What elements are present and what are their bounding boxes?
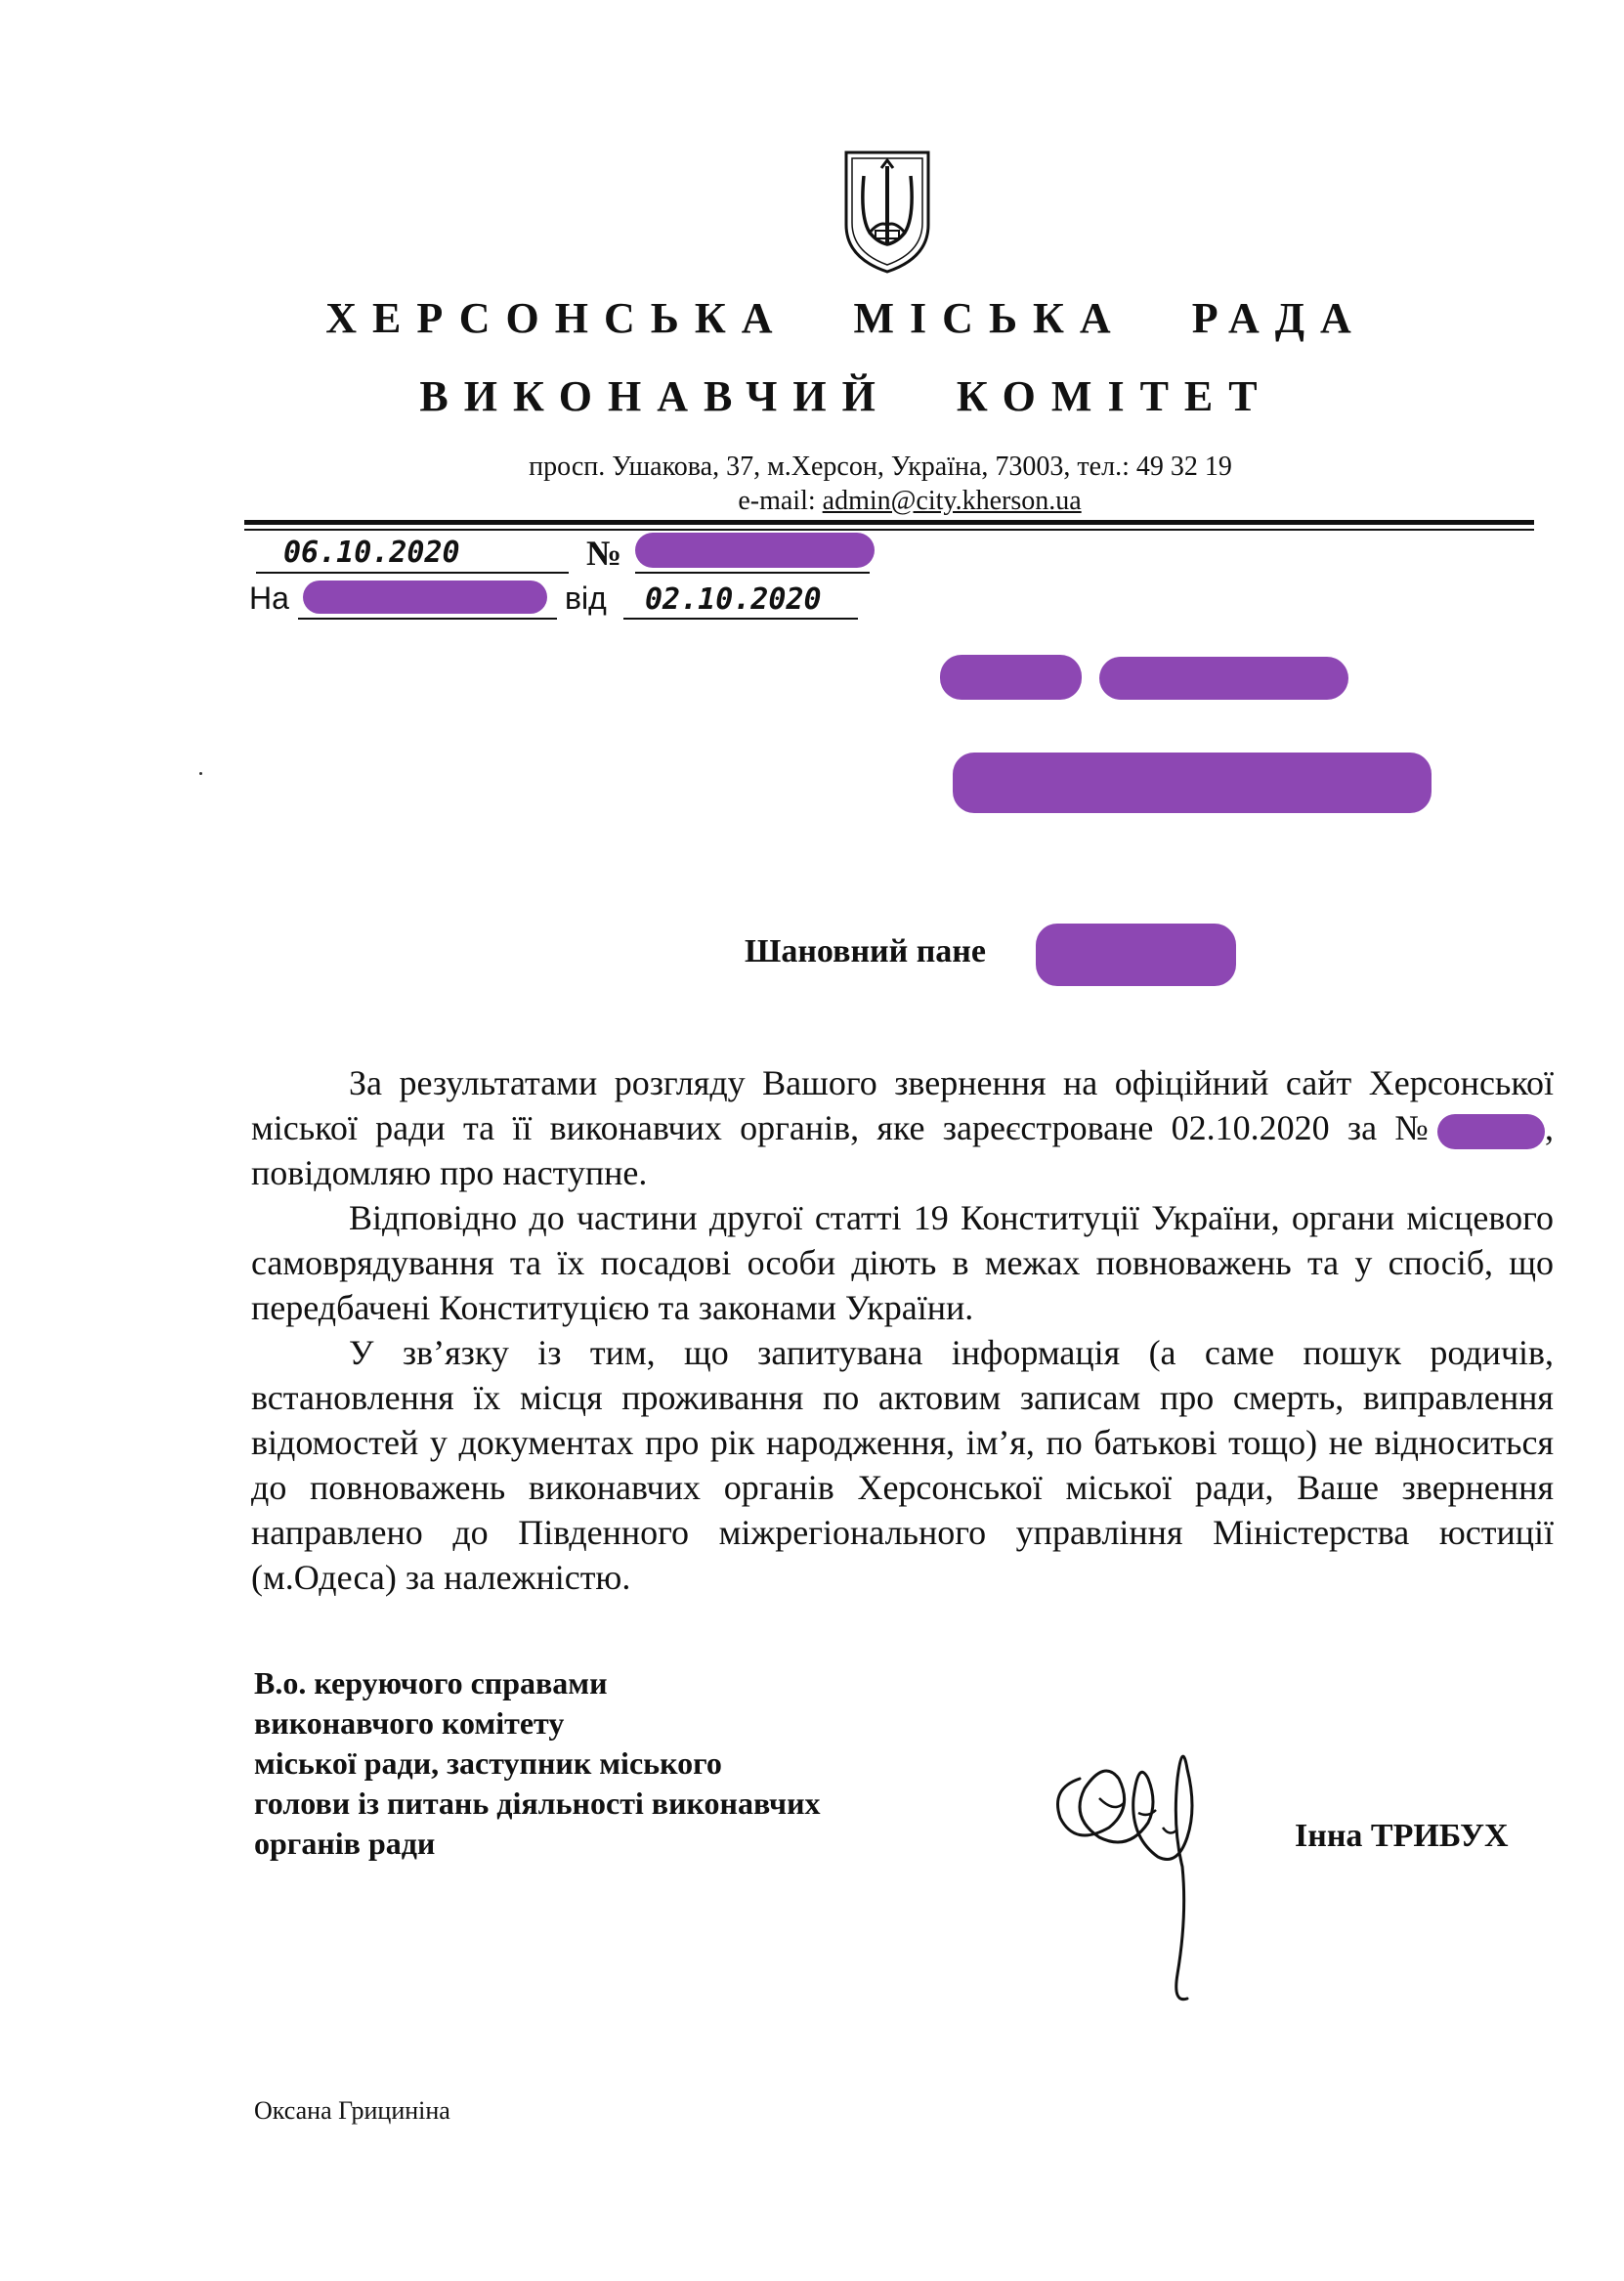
- vid-label: від: [565, 581, 607, 616]
- signatory-position-line: В.о. керуючого справами: [254, 1665, 608, 1700]
- redaction-incoming-number: [303, 581, 547, 614]
- organization-subname: ВИКОНАВЧИЙ КОМІТЕТ: [419, 372, 1273, 420]
- signatory-position-line: виконавчого комітету: [254, 1705, 565, 1741]
- redaction-addressee-line1a: [940, 655, 1082, 700]
- letterhead-rule-thick: [244, 520, 1534, 525]
- signatory-position-line: голови із питань діяльності виконавчих: [254, 1786, 821, 1821]
- outgoing-date-underline: [256, 572, 569, 574]
- body-paragraph-1-start: За результатами розгляду Вашого звернення на офіційний сайт Херсонської міської ради та її виконавчих органів, яке зареєстроване 02.10.2020 за №: [251, 1063, 1554, 1147]
- redaction-appeal-number: [1437, 1114, 1545, 1149]
- email-link[interactable]: admin@city.kherson.ua: [822, 486, 1082, 516]
- redaction-outgoing-number: [635, 533, 875, 568]
- email-label: e-mail:: [738, 486, 823, 516]
- executor-name: Оксана Грициніна: [254, 2096, 450, 2125]
- organization-email: [0, 486, 1624, 517]
- incoming-number-underline: [298, 618, 557, 620]
- organization-name: ХЕРСОНСЬКА МІСЬКА РАДА: [325, 294, 1367, 342]
- body-paragraph-1: [251, 1060, 1554, 1195]
- signatory-position-line: міської ради, заступник міського: [254, 1745, 722, 1781]
- incoming-date: 02.10.2020: [645, 582, 822, 617]
- organization-address: просп. Ушакова, 37, м.Херсон, Україна, 73003, тел.: 49 32 19: [529, 452, 1232, 482]
- incoming-date-underline: [623, 618, 858, 620]
- signatory-position: [254, 1663, 821, 1864]
- redaction-addressee-line1b: [1099, 657, 1348, 700]
- greeting: Шановний пане: [745, 933, 986, 969]
- coat-of-arms-icon: [840, 149, 934, 276]
- body-paragraph-1-end: , повідомляю про наступне.: [251, 1108, 1554, 1192]
- scan-speck: [199, 772, 202, 775]
- signatory-name: Інна ТРИБУХ: [1295, 1818, 1509, 1854]
- redaction-addressee-line2: [953, 753, 1432, 813]
- redaction-addressee-name: [1036, 924, 1236, 986]
- outgoing-number-underline: [635, 572, 870, 574]
- body-paragraph-2: Відповідно до частини другої статті 19 Конституції України, органи місцевого самоврядування та їх посадові особи діють в межах повноважень та у спосіб, що передбачені Конституцією та законами України.: [251, 1198, 1554, 1327]
- letter-body: [251, 1060, 1554, 1600]
- signatory-position-line: органів ради: [254, 1826, 436, 1861]
- body-paragraph-3: У зв’язку із тим, що запитувана інформація (а саме пошук родичів, встановлення їх місця проживання по актовим записам про смерть, виправлення відомостей у документах про рік народження, ім’я, по батькові тощо) не відноситься до повноважень виконавчих органів Херсонської міської ради, Ваше звернення направлено до Південного міжрегіонального управління Міністерства юстиції (м.Одеса) за належністю.: [251, 1333, 1554, 1597]
- na-label: На: [249, 581, 289, 616]
- outgoing-number-sign: №: [586, 534, 622, 573]
- handwritten-signature: [1041, 1720, 1236, 2013]
- outgoing-date: 06.10.2020: [283, 536, 460, 570]
- letterhead-rule-thin: [244, 529, 1534, 531]
